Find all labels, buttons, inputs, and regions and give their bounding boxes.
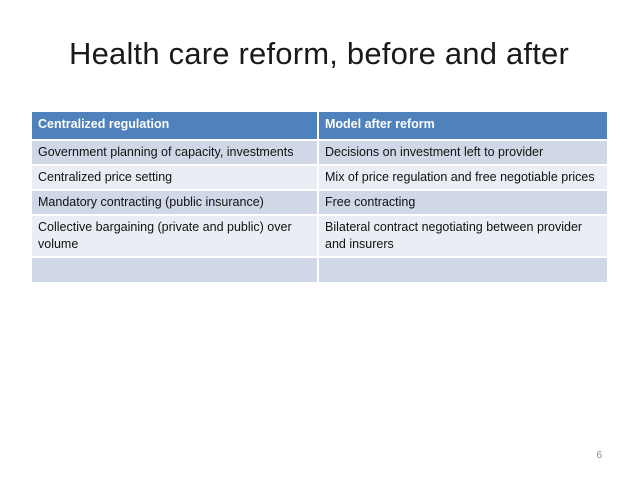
table-cell: Free contracting [318,190,607,215]
table-cell [318,257,607,283]
table-cell: Mix of price regulation and free negotiable prices [318,165,607,190]
table-row-empty [32,257,607,283]
table-row [32,215,607,257]
table-row [32,190,607,215]
table-cell: Bilateral contract negotiating between provider and insurers [318,215,607,257]
comparison-table [32,112,607,284]
slide-title: Health care reform, before and after [68,36,569,71]
table-row [32,165,607,190]
header-centralized-regulation: Centralized regulation [32,112,318,140]
table-cell [32,257,318,283]
table-cell: Government planning of capacity, investments [32,140,318,165]
table-header-row [32,112,607,140]
table-cell: Collective bargaining (private and public) over volume [32,215,318,257]
page-number: 6 [596,450,602,461]
table-cell: Centralized price setting [32,165,318,190]
table-row [32,140,607,165]
header-model-after-reform: Model after reform [318,112,607,140]
table-cell: Decisions on investment left to provider [318,140,607,165]
table-cell: Mandatory contracting (public insurance) [32,190,318,215]
